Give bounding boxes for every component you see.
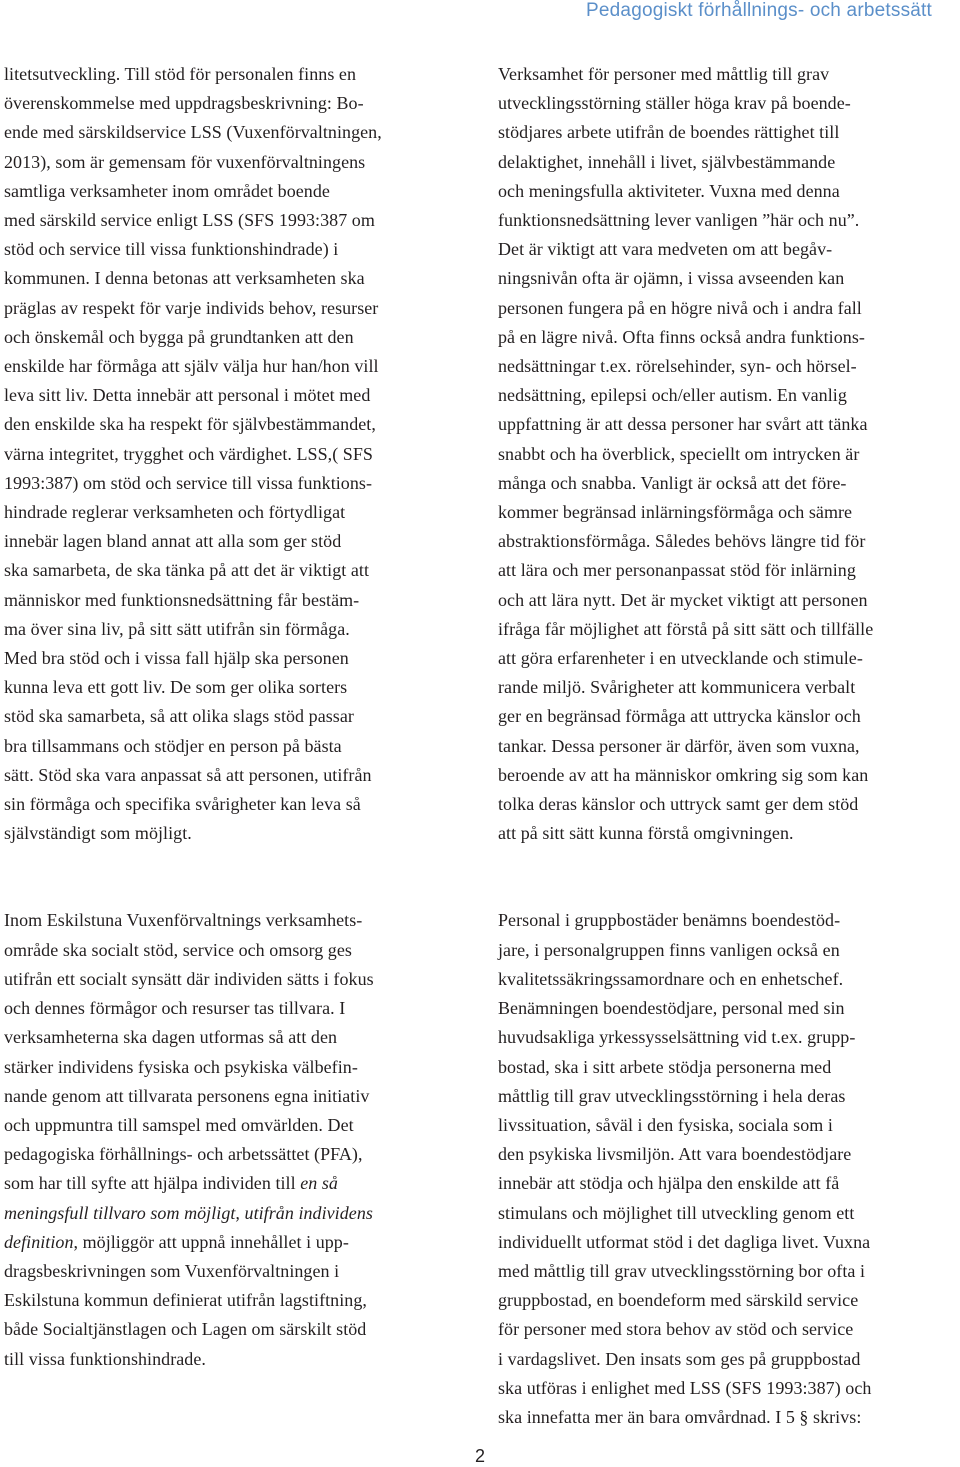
right-paragraph-1: Verksamhet för personer med måttlig till grav utvecklingsstörning ställer höga krav på boende- stödjares arbete utifrån de boendes rättighet till delaktighet, innehåll i livet, självbestämmande och meningsfulla aktiviteter. Vuxna med denna funktionsnedsättning lever vanligen ”här och nu”. Det är viktigt att vara medveten om att begåv- ningsnivån ofta är ojämn, i vissa avseenden kan personen fungera på en högre nivå och i andra fall på en lägre nivå. Ofta finns också andra funktions- nedsättningar t.ex. rörelsehinder, syn- och hörsel- nedsättning, epilepsi och/eller autism. En vanlig uppfattning är att dessa personer har svårt att tänka snabbt och ha överblick, speciellt om intrycken är många och snabba. Vanligt är också att det före- kommer begränsad inlärningsförmåga och sämre abstraktionsförmåga. Således behövs längre tid för att lära och mer personanpassat stöd för inlärning och att lära nytt. Det är mycket viktigt att personen ifråga får möjlighet att förstå på sitt sätt och tillfälle att göra erfarenheter i en utvecklande och stimule- rande miljö. Svårigheter att kommunicera verbalt ger en begränsad förmåga att uttrycka känslor och tankar. Dessa personer är därför, även som vuxna, beroende av att ha människor omkring sig som kan tolka deras känslor och uttryck samt ger dem stöd att på sitt sätt kunna förstå omgivningen. [498,64,874,844]
left-paragraph-2-text-a: Inom Eskilstuna Vuxenförvaltnings verksamhets- område ska socialt stöd, service och omsorg ges utifrån ett socialt synsätt där individen sätts i fokus och dennes förmågor och resurser tas tillvara. I verksamheterna ska dagen utformas så att den stärker individens fysiska och psykiska välbefin- nande genom att tillvarata personens egna initiativ och uppmuntra till samspel med omvärlden. Det pedagogiska förhållnings- och arbetssättet (PFA), som har till syfte att hjälpa individen till [4,910,374,1194]
left-paragraph-1: litetsutveckling. Till stöd för personalen finns en överenskommelse med uppdragsbeskrivning: Bo- ende med särskildservice LSS (Vuxenförvaltningen, 2013), som är gemensam för vuxenförvaltningens samtliga verksamheter inom området boende med särskild service enligt LSS (SFS 1993:387 om stöd och service till vissa funktionshindrade) i kommunen. I denna betonas att verksamheten ska präglas av respekt för varje individs behov, resurser och önskemål och bygga på grundtanken att den enskilde har förmåga att själv välja hur han/hon vill leva sitt liv. Detta innebär att personal i mötet med den enskilde ska ha respekt för självbestämmandet, värna integritet, trygghet och värdighet. LSS,( SFS 1993:387) om stöd och service till vissa funktions- hindrade reglerar verksamheten och förtydligat innebär lagen bland annat att alla som ger stöd ska samarbeta, de ska tänka på att det är viktigt att människor med funktionsnedsättning får bestäm- ma över sina liv, på sitt sätt utifrån sin förmåga. Med bra stöd och i vissa fall hjälp ska personen kunna leva ett gott liv. De som ger olika sorters stöd ska samarbeta, så att olika slags stöd passar bra tillsammans och stödjer en person på bästa sätt. Stöd ska vara anpassat så att personen, utifrån sin förmåga och specifika svårigheter kan leva så självständigt som möjligt. [4,64,382,844]
paragraph-gap [4,848,456,906]
left-column [4,60,456,1374]
right-paragraph-2: Personal i gruppbostäder benämns boendestöd- jare, i personalgruppen finns vanligen också en kvalitetssäkringssamordnare och en enhetschef. Benämningen boendestödjare, personal med sin huvudsakliga yrkessysselsättning vid t.ex. grupp- bostad, ska i sitt arbete stödja personerna med måttlig till grav utvecklingsstörning i hela deras livssituation, såväl i den fysiska, sociala som i den psykiska livsmiljön. Att vara boendestödjare innebär att stödja och hjälpa den enskilde att få stimulans och möjlighet till utveckling genom ett individuellt utformat stöd i det dagliga livet. Vuxna med måttlig till grav utvecklingsstörning bor ofta i gruppbostad, en boendeform med särskild service för personer med stora behov av stöd och service i vardagslivet. Den insats som ges på gruppbostad ska utföras i enlighet med LSS (SFS 1993:387) och ska innefatta mer än bara omvårdnad. I 5 § skrivs: [498,910,872,1427]
left-paragraph-2 [4,906,456,1373]
left-paragraph-2-text-b: , möjliggör att uppnå innehållet i upp- dragsbeskrivningen som Vuxenförvaltningen i Eskilstuna kommun definierat utifrån lagstiftning, både Socialtjänstlagen och Lagen om särskilt stöd till vissa funktionshindrade. [4,1231,367,1369]
running-header: Pedagogiskt förhållnings- och arbetssätt [586,0,932,21]
page-number: 2 [474,1446,485,1466]
paragraph-gap [498,848,950,906]
right-column [498,60,950,1432]
left-paragraph-2-italic: en så meningsfull tillvaro som möjligt, utifrån individens definition [4,1173,373,1252]
